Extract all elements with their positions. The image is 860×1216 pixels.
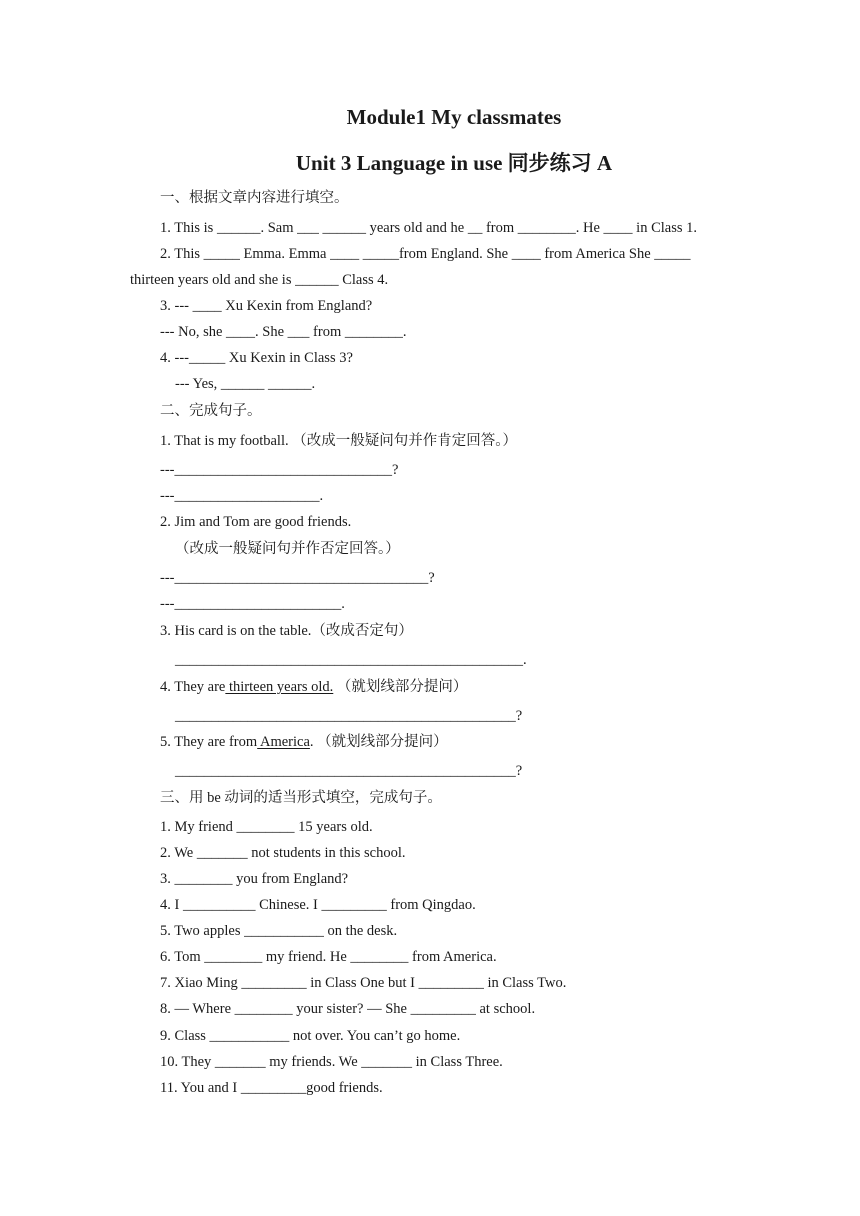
question-2-1: 1. That is my football. （改成一般疑问句并作肯定回答。） [160, 433, 517, 449]
section1-line: 3. --- ____ Xu Kexin from England? [160, 298, 373, 314]
answer-line: ---_______________________. [160, 596, 345, 612]
section1-line: --- No, she ____. She ___ from ________. [160, 324, 407, 340]
section3-line: 5. Two apples ___________ on the desk. [160, 923, 398, 939]
section3-line: 8. — Where ________ your sister? — She _________ at school. [160, 1001, 536, 1017]
section1-line: 1. This is ______. Sam ___ ______ years old and he __ from ________. He ____ in Class 1. [160, 220, 698, 236]
question-2-3: 3. His card is on the table.（改成否定句） [160, 623, 413, 639]
section3-heading: 三、用 be 动词的适当形式填空，完成句子。 [160, 790, 442, 806]
section3-line: 3. ________ you from England? [160, 871, 349, 887]
page-subtitle: Unit 3 Language in use 同步练习 A [295, 151, 613, 175]
section1-line: thirteen years old and she is ______ Class 4. [130, 272, 389, 288]
question-text: 4. They are [160, 679, 226, 695]
answer-line: ________________________________________________. [175, 652, 527, 668]
section3-line: 4. I __________ Chinese. I _________ from Qingdao. [160, 897, 476, 913]
question-instruction: （就划线部分提问） [333, 679, 468, 695]
section1-line: --- Yes, ______ ______. [175, 376, 316, 392]
answer-line: ---____________________. [160, 488, 324, 504]
answer-line: _______________________________________________? [175, 708, 523, 724]
section3-line: 10. They _______ my friends. We _______ in Class Three. [160, 1054, 503, 1070]
section3-line: 1. My friend ________ 15 years old. [160, 819, 373, 835]
section1-line: 4. ---_____ Xu Kexin in Class 3? [160, 350, 353, 366]
section2-heading: 二、完成句子。 [160, 403, 262, 419]
question-instruction: . （就划线部分提问） [309, 734, 448, 750]
section1-line: 2. This _____ Emma. Emma ____ _____from England. She ____ from America She _____ [160, 246, 691, 262]
answer-line: ---______________________________? [160, 462, 399, 478]
answer-line: ---___________________________________? [160, 570, 435, 586]
question-2-5 [160, 733, 448, 751]
question-text: 5. They are from [160, 734, 258, 750]
page-title: Module1 My classmates [346, 105, 562, 129]
question-2-4 [160, 678, 467, 696]
section3-line: 11. You and I _________good friends. [160, 1080, 383, 1096]
question-2-2-note: （改成一般疑问句并作否定回答。） [175, 541, 400, 557]
section3-line: 6. Tom ________ my friend. He ________ from America. [160, 949, 497, 965]
section1-heading: 一、根据文章内容进行填空。 [160, 190, 349, 206]
section3-line: 7. Xiao Ming _________ in Class One but I _________ in Class Two. [160, 975, 567, 991]
section3-line: 9. Class ___________ not over. You can’t go home. [160, 1028, 461, 1044]
section3-line: 2. We _______ not students in this school. [160, 845, 406, 861]
question-2-2: 2. Jim and Tom are good friends. [160, 514, 352, 530]
underlined-phrase: America [257, 734, 310, 750]
answer-line: _______________________________________________? [175, 763, 523, 779]
underlined-phrase: thirteen years old. [225, 679, 334, 695]
